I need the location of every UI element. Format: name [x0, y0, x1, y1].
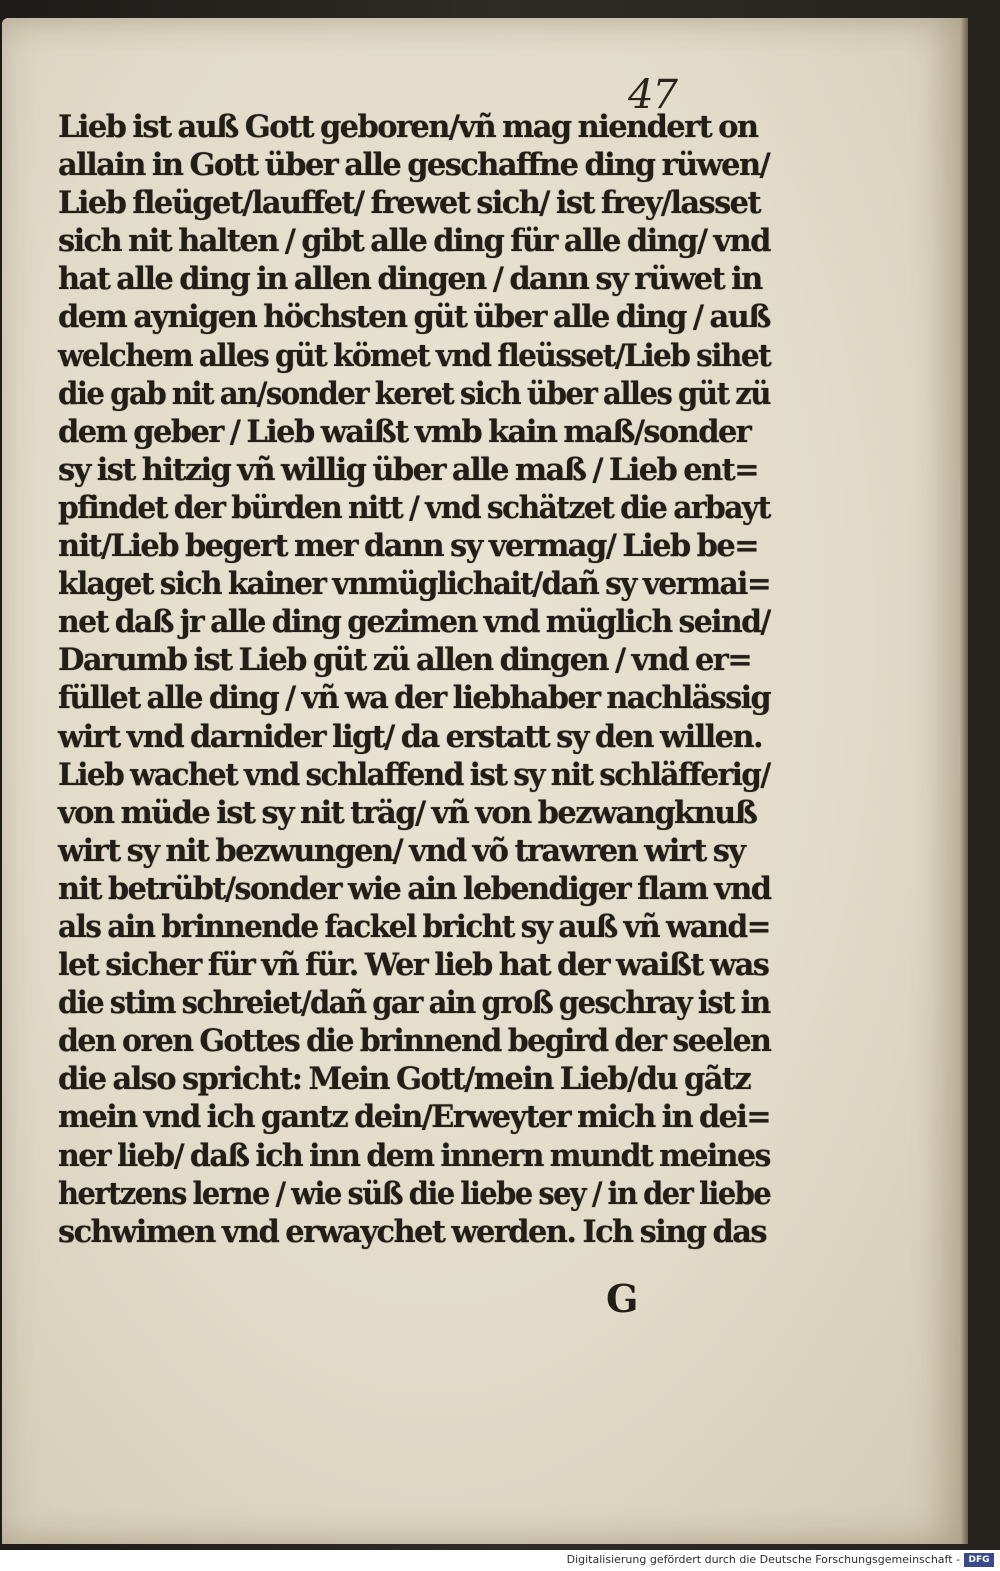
dfg-logo: DFG: [964, 1553, 994, 1567]
text-line: nit/Lieb begert mer dann sy vermag/ Lieb be=: [58, 528, 759, 565]
body-text: [58, 108, 778, 1251]
text-line: nit betrübt/sonder wie ain lebendiger flam vnd: [58, 870, 771, 907]
text-line: von müde ist sy nit träg/ vñ von bezwangknuß: [58, 794, 757, 831]
text-line: Lieb fleüget/lauffet/ frewet sich/ ist frey/lasset: [58, 185, 760, 222]
page-number: 47: [628, 72, 677, 118]
text-line: füllet alle ding / vñ wa der liebhaber nachlässig: [58, 680, 771, 717]
text-line: Darumb ist Lieb güt zü allen dingen / vnd er=: [58, 642, 752, 679]
text-line: wirt sy nit bezwungen/ vnd võ trawren wirt sy: [58, 832, 745, 869]
text-line: Lieb wachet vnd schlaffend ist sy nit schläfferig/: [58, 756, 770, 793]
text-line: Lieb ist auß Gott geboren/vñ mag niendert on: [58, 109, 758, 145]
text-line: die stim schreiet/dañ gar ain groß geschray ist in: [58, 985, 770, 1022]
text-line: net daß jr alle ding gezimen vnd müglich seind/: [58, 604, 770, 641]
text-line: mein vnd ich gantz dein/Erweyter mich in dei=: [58, 1099, 771, 1136]
text-line: allain in Gott über alle geschaffne ding rüwen/: [58, 147, 770, 184]
text-line: dem aynigen höchsten güt über alle ding / auß: [58, 299, 770, 336]
footer-credit: Digitalisierung gefördert durch die Deutsche Forschungsgemeinschaft -: [566, 1553, 960, 1566]
text-line: sich nit halten / gibt alle ding für alle ding/ vnd: [58, 223, 770, 260]
text-line: sy ist hitzig vñ willig über alle maß / Lieb ent=: [58, 451, 759, 488]
text-line: klaget sich kainer vnmüglichait/dañ sy vermai=: [58, 566, 771, 603]
text-line: die also spricht: Mein Gott/mein Lieb/du gãtz: [58, 1061, 751, 1098]
text-line: welchem alles güt kömet vnd fleüsset/Lieb sihet: [58, 337, 771, 374]
text-line: pfindet der bürden nitt / vnd schätzet die arbayt: [58, 489, 770, 526]
text-line: hat alle ding in allen dingen / dann sy rüwet in: [58, 261, 762, 298]
signature-mark: G: [606, 1276, 639, 1321]
text-line: schwimen vnd erwaychet werden. Ich sing das: [58, 1213, 766, 1250]
text-line: wirt vnd darnider ligt/ da erstatt sy den willen.: [58, 718, 762, 755]
page-edge: [960, 18, 968, 1544]
text-line: dem geber / Lieb waißt vmb kain maß/sonder: [58, 413, 751, 450]
text-line: als ain brinnende fackel bricht sy auß vñ wand=: [58, 908, 770, 945]
text-line: hertzens lerne / wie süß die liebe sey / in der liebe: [58, 1175, 771, 1212]
text-line: let sicher für vñ für. Wer lieb hat der waißt was: [58, 947, 769, 984]
text-line: den oren Gottes die brinnend begird der seelen: [58, 1023, 771, 1060]
text-line: ner lieb/ daß ich inn dem innern mundt meines: [58, 1137, 770, 1174]
text-line: die gab nit an/sonder keret sich über alles güt zü: [58, 375, 770, 412]
